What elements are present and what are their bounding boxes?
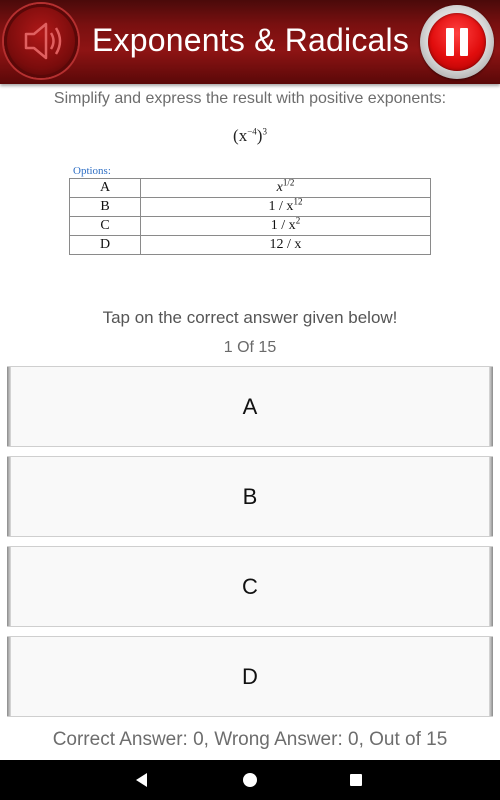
recent-apps-icon[interactable] <box>350 774 362 786</box>
expr-outer-exponent: 3 <box>262 126 267 137</box>
answer-button-b[interactable]: B <box>7 456 493 537</box>
pause-bar-right <box>460 28 468 56</box>
option-exponent: 12 <box>293 196 303 207</box>
pause-bar-left <box>446 28 454 56</box>
option-row <box>70 236 431 255</box>
pause-icon <box>428 13 486 71</box>
answer-button-a[interactable]: A <box>7 366 493 447</box>
home-icon[interactable] <box>243 773 257 787</box>
option-base: 1 / x <box>268 199 294 214</box>
option-value <box>141 179 431 198</box>
answer-button-d[interactable]: D <box>7 636 493 717</box>
option-row <box>70 217 431 236</box>
question-expression <box>0 126 500 146</box>
back-icon[interactable] <box>136 773 147 787</box>
speaker-icon <box>4 4 78 78</box>
option-exponent: 2 <box>295 215 301 226</box>
expr-inner-exponent: −4 <box>247 126 257 137</box>
option-letter: D <box>70 236 141 255</box>
app-header <box>0 0 500 84</box>
system-nav-bar <box>0 760 500 800</box>
option-row <box>70 198 431 217</box>
score-status: Correct Answer: 0, Wrong Answer: 0, Out of 15 <box>52 729 448 750</box>
options-label: Options: <box>73 165 111 177</box>
expr-base: (x <box>233 126 248 145</box>
question-counter: 1 Of 15 <box>223 339 277 356</box>
option-letter: C <box>70 217 141 236</box>
instruction-text: Tap on the correct answer given below! <box>102 308 398 327</box>
question-prompt: Simplify and express the result with positive exponents: <box>53 90 447 107</box>
option-base: 1 / x <box>270 218 296 233</box>
option-exponent: 1/2 <box>282 177 295 188</box>
option-value <box>141 217 431 236</box>
option-value <box>141 198 431 217</box>
sound-toggle-button[interactable] <box>4 4 78 78</box>
option-letter: B <box>70 198 141 217</box>
option-base: 12 / x <box>269 237 302 252</box>
option-letter: A <box>70 179 141 198</box>
answer-button-c[interactable]: C <box>7 546 493 627</box>
expr-close: ) <box>256 126 263 145</box>
page-title: Exponents & Radicals <box>92 22 410 58</box>
options-table <box>69 178 431 255</box>
option-row <box>70 179 431 198</box>
option-base: x <box>276 180 283 195</box>
option-value <box>141 236 431 255</box>
pause-button[interactable] <box>420 5 494 79</box>
